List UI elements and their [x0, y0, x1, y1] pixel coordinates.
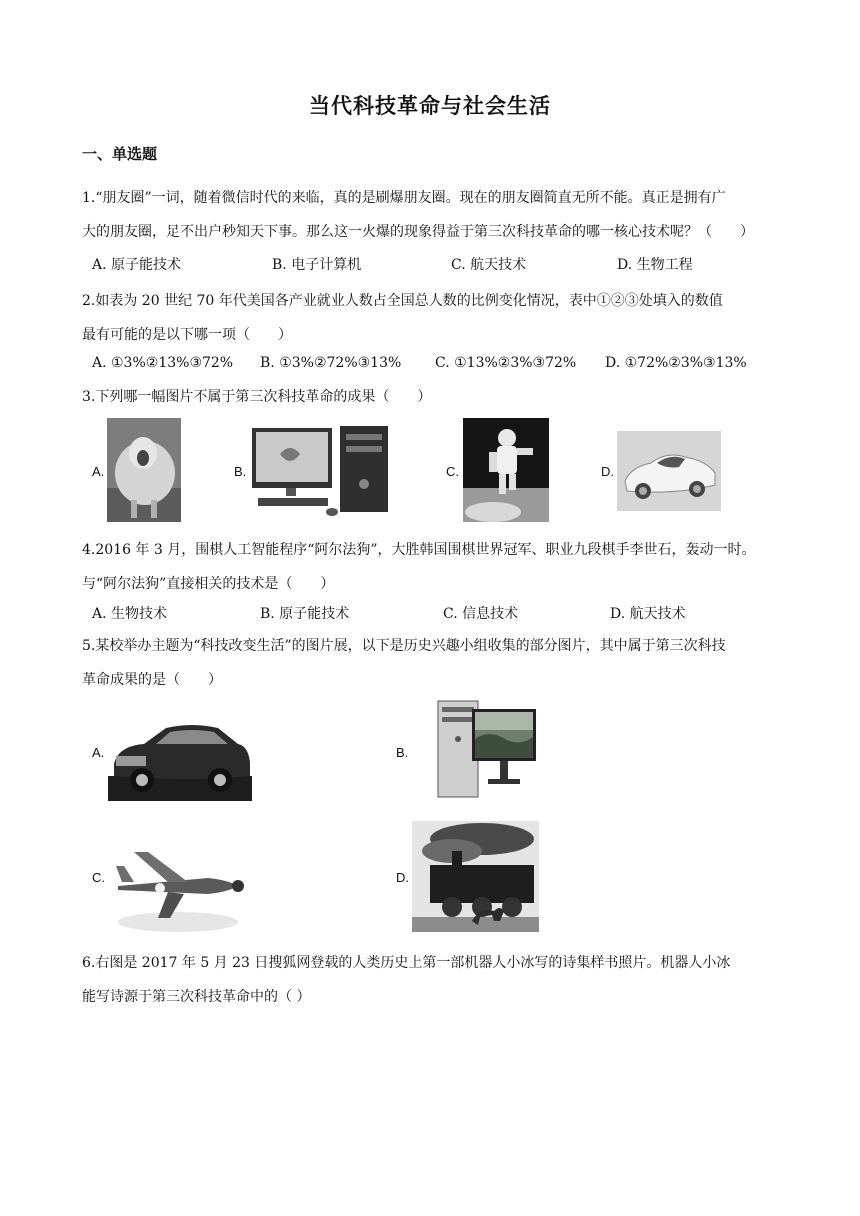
question-4-line-2: 与“阿尔法狗”直接相关的技术是（ ） — [82, 576, 335, 592]
image-label-a: A. — [92, 464, 105, 479]
option-a: A. 生物技术 — [92, 606, 168, 622]
car-photo — [617, 431, 721, 511]
image-label-b: B. — [396, 745, 409, 760]
option-b: B. 电子计算机 — [272, 257, 362, 273]
question-4 — [82, 533, 782, 601]
question-1-options — [92, 254, 792, 278]
option-d: D. 航天技术 — [610, 606, 686, 622]
image-label-c: C. — [92, 870, 105, 885]
astronaut-photo — [463, 418, 549, 522]
option-c: C. ①13%②3%③72% — [435, 355, 577, 371]
question-1-line-1: 1.“朋友圈”一词，随着微信时代的来临，真的是刷爆朋友圈。现在的朋友圈简直无所不能。真正是拥有广 — [82, 190, 726, 206]
question-5 — [82, 629, 782, 697]
sedan-photo — [108, 714, 252, 801]
question-5-line-2: 革命成果的是（ ） — [82, 672, 222, 688]
question-6-line-1: 6.右图是 2017 年 5 月 23 日搜狐网登载的人类历史上第一部机器人小冰写的诗集样书照片。机器人小冰 — [82, 955, 731, 971]
question-5-line-1: 5.某校举办主题为“科技改变生活”的图片展，以下是历史兴趣小组收集的部分图片，其中属于第三次科技 — [82, 638, 726, 654]
desktop-computer-photo — [412, 699, 538, 800]
image-label-d: D. — [396, 870, 409, 885]
option-c: C. 信息技术 — [443, 606, 519, 622]
option-d: D. 生物工程 — [617, 257, 693, 273]
option-a: A. 原子能技术 — [92, 257, 182, 273]
question-6-line-2: 能写诗源于第三次科技革命中的（ ） — [82, 989, 311, 1005]
section-heading: 一、单选题 — [82, 145, 158, 163]
question-1 — [82, 181, 782, 249]
option-c: C. 航天技术 — [451, 257, 527, 273]
image-label-d: D. — [601, 464, 614, 479]
question-1-line-2: 大的朋友圈，足不出户秒知天下事。那么这一火爆的现象得益于第三次科技革命的哪一核心技术呢？（ ） — [82, 224, 754, 240]
option-a: A. ①3%②13%③72% — [92, 355, 234, 371]
option-b: B. 原子能技术 — [260, 606, 350, 622]
question-4-options — [92, 603, 792, 627]
fighter-plane-photo — [108, 842, 246, 932]
image-label-c: C. — [446, 464, 459, 479]
sheep-photo — [107, 418, 181, 522]
option-d: D. ①72%②3%③13% — [605, 355, 747, 371]
question-2-line-1: 2.如表为 20 世纪 70 年代美国各产业就业人数占全国总人数的比例变化情况，表中①②③处填入的数值 — [82, 293, 723, 309]
question-3 — [82, 380, 782, 414]
option-b: B. ①3%②72%③13% — [260, 355, 402, 371]
question-3-line-1: 3.下列哪一幅图片不属于第三次科技革命的成果（ ） — [82, 389, 432, 405]
question-6 — [82, 946, 782, 1014]
computer-photo — [250, 424, 393, 520]
question-2-line-2: 最有可能的是以下哪一项（ ） — [82, 327, 292, 343]
page-title: 当代科技革命与社会生活 — [309, 94, 551, 118]
question-2 — [82, 284, 782, 352]
question-4-line-1: 4.2016 年 3 月，围棋人工智能程序“阿尔法狗”，大胜韩国围棋世界冠军、职业九段棋手李世石，轰动一时。 — [82, 542, 756, 558]
steam-locomotive-photo — [412, 821, 539, 932]
question-2-options — [92, 355, 792, 379]
image-label-a: A. — [92, 745, 105, 760]
image-label-b: B. — [234, 464, 247, 479]
